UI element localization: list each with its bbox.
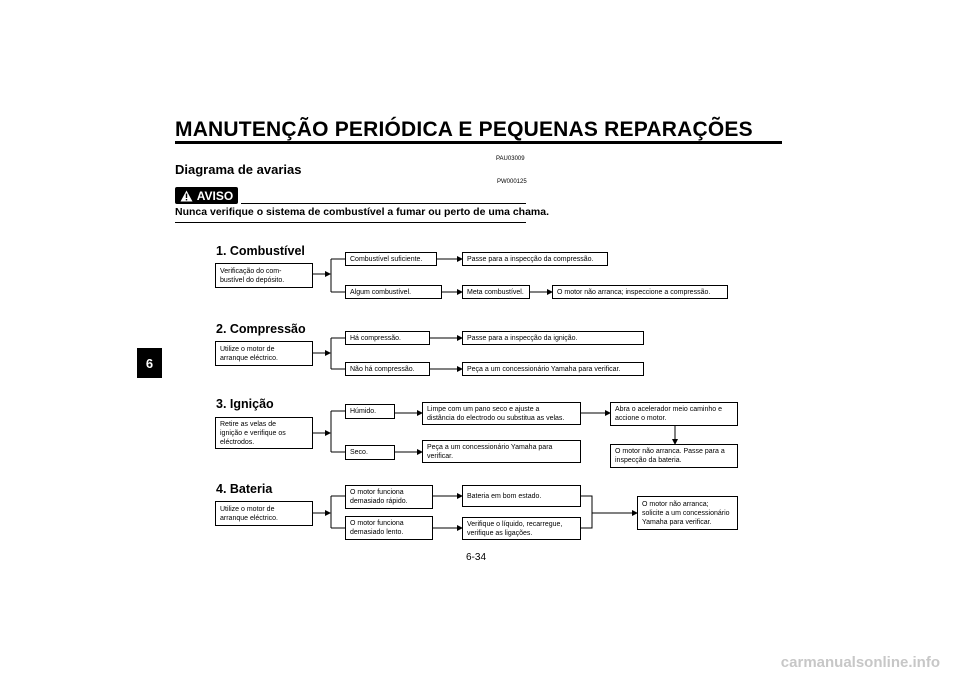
fuel-b2-final-text: O motor não arranca; inspeccione a compressão. [557, 288, 711, 296]
compression-b2-text: Não há compressão. [350, 365, 415, 373]
ignition-b1-final2-text: O motor não arranca. Passe para a inspecção da bateria. [615, 448, 725, 464]
ignition-b1-final-box [610, 402, 738, 426]
ignition-b1-text: Húmido. [350, 408, 377, 415]
battery-final-box [637, 496, 738, 530]
compression-start-text: Utilize o motor de arranque eléctrico. [220, 345, 278, 362]
compression-b1-next-text: Passe para a inspecção da ignição. [467, 334, 578, 342]
warning-code: PW000125 [497, 179, 527, 185]
battery-b2-box [345, 516, 433, 540]
section-title: Diagrama de avarias [175, 162, 302, 177]
ignition-b1-box [345, 404, 395, 419]
ignition-b2-next-box [422, 440, 581, 463]
compression-heading: 2. Compressão [216, 322, 306, 336]
fuel-start-box [215, 263, 313, 288]
ignition-b1-next-box [422, 402, 581, 425]
compression-b2-box [345, 362, 430, 376]
fuel-b2-final-box [552, 285, 728, 299]
compression-b2-next-box [462, 362, 644, 376]
ignition-start-box [215, 417, 313, 449]
ignition-start-text: Retire as velas de ignição e verifique os eléctrodos. [220, 420, 286, 446]
battery-b1-box [345, 485, 433, 509]
ignition-heading: 3. Ignição [216, 397, 274, 411]
ignition-b1-final-text: Abra o acelerador meio caminho e accione o motor. [615, 406, 723, 422]
compression-start-box [215, 341, 313, 366]
battery-final-text: O motor não arranca; solicite a um concessionário Yamaha para verificar. [642, 500, 730, 526]
fuel-b2-next-text: Meta combustível. [467, 288, 524, 296]
ignition-b2-text: Seco. [350, 449, 368, 456]
ignition-b1-final2-box [610, 444, 738, 468]
compression-b1-text: Há compressão. [350, 334, 401, 342]
fuel-b1-next-text: Passe para a inspecção da compressão. [467, 255, 594, 263]
compression-b2-next-text: Peça a um concessionário Yamaha para verificar. [467, 365, 621, 373]
fuel-start-text: Verificação do com- bustível do depósito. [220, 267, 285, 284]
battery-start-text: Utilize o motor de arranque eléctrico. [220, 505, 278, 522]
fuel-b1-box [345, 252, 437, 266]
ignition-b2-next-text: Peça a um concessionário Yamaha para verificar. [427, 443, 553, 460]
fuel-heading: 1. Combustível [216, 244, 305, 258]
battery-heading: 4. Bateria [216, 482, 273, 496]
warning-text: Nunca verifique o sistema de combustível a fumar ou perto de uma chama. [175, 206, 550, 218]
battery-start-box [215, 501, 313, 526]
fuel-b2-text: Algum combustível. [350, 288, 412, 296]
section-code: PAU03009 [496, 156, 525, 162]
fuel-b1-next-box [462, 252, 608, 266]
page-number: 6-34 [466, 552, 487, 563]
page-header-title: MANUTENÇÃO PERIÓDICA E PEQUENAS REPARAÇÕES [175, 118, 753, 141]
watermark: carmanualsonline.info [780, 654, 940, 671]
compression-b1-next-box [462, 331, 644, 345]
fuel-b1-text: Combustível suficiente. [350, 255, 423, 263]
compression-b1-box [345, 331, 430, 345]
battery-b1-next-box [462, 485, 581, 507]
battery-b2-next-text: Verifique o líquido, recarregue, verifique as ligações. [467, 520, 563, 537]
ignition-b2-box [345, 445, 395, 460]
fuel-b2-box [345, 285, 442, 299]
ignition-b1-next-text: Limpe com um pano seco e ajuste a distância do electrodo ou substitua as velas. [427, 405, 565, 422]
chapter-tab: 6 [137, 348, 162, 378]
warning-badge-label: AVISO [196, 188, 234, 203]
battery-b2-text: O motor funciona demasiado lento. [350, 520, 404, 536]
battery-b1-text: O motor funciona demasiado rápido. [350, 489, 408, 505]
fuel-b2-next-box [462, 285, 530, 299]
battery-b1-next-text: Bateria em bom estado. [467, 492, 542, 500]
battery-b2-next-box [462, 517, 581, 540]
